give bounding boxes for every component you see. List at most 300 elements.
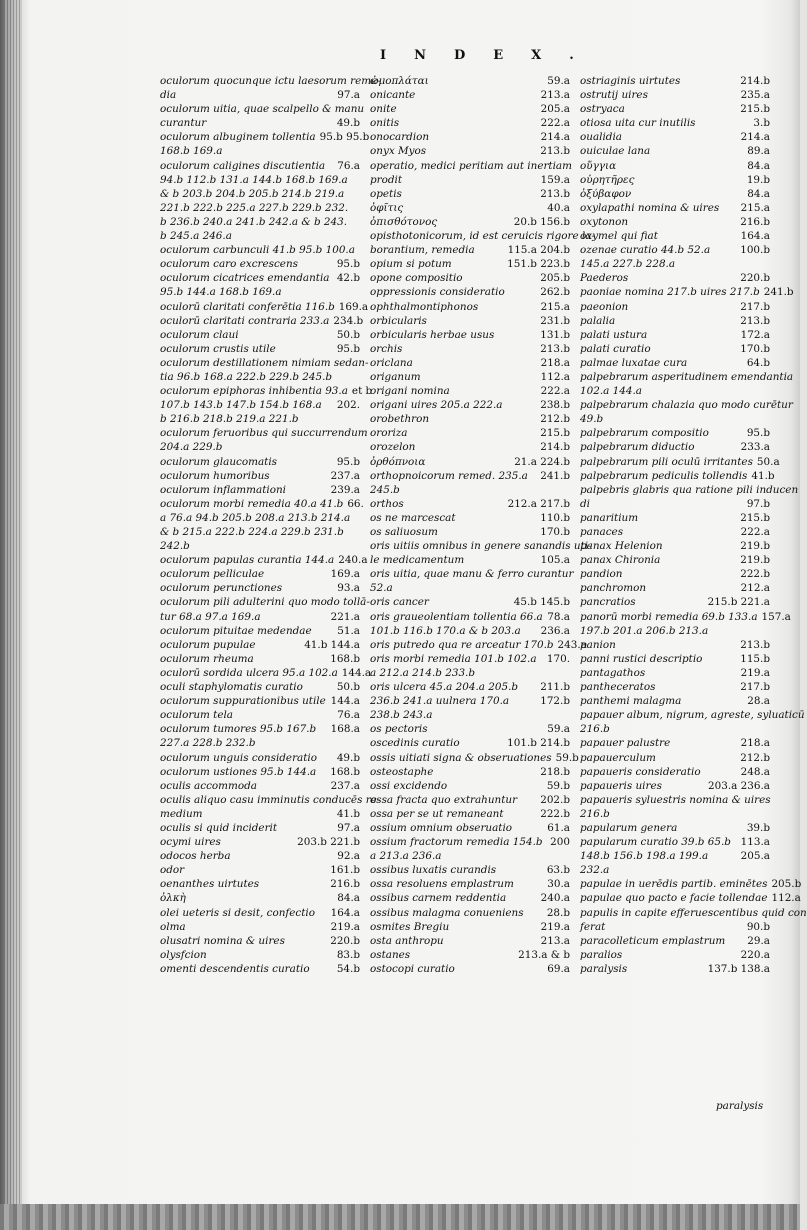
entry-term: oenanthes uirtutes [160,878,260,891]
index-entry [370,215,570,229]
index-entry [580,525,770,539]
index-entry [370,483,570,497]
entry-term: paoniae nomina 217.b uires 217.b [580,286,760,299]
entry-reference: 243.a [557,638,587,651]
entry-term: palpebrarum diductio [580,441,695,454]
entry-term: palalia [580,314,616,327]
entry-reference: 50.a [756,455,780,468]
entry-term: di [580,497,590,510]
entry-term: papaueris uires [580,779,662,792]
index-entry [160,835,360,849]
entry-reference: 90.b [746,920,770,933]
entry-reference: 76.a [337,709,360,722]
entry-term: oculorum rheuma [160,652,254,665]
entry-reference: 168.b [330,652,360,665]
entry-term: papulae quo pacto e facie tollendae [580,892,768,905]
entry-term: papularum genera [580,821,678,834]
index-entry [160,285,360,299]
entry-term: oculorum caro excrescens [160,258,298,271]
entry-term: 236.b 241.a uulnera 170.a [370,695,510,708]
entry-term: osta anthropu [370,934,444,947]
index-entry [160,906,360,920]
index-entry [370,624,570,638]
entry-term: oculis accommoda [160,779,257,792]
index-entry [370,159,570,173]
entry-reference: 49.b [336,117,360,130]
entry-term: panchromon [580,582,647,595]
entry-reference: 92.a [337,850,360,863]
entry-reference: 215.b 221.a [707,596,770,609]
index-entry [580,666,770,680]
entry-term: oculorum unguis consideratio [160,751,317,764]
entry-term: ostryaca [580,103,625,116]
entry-term: oculorum caligines discutientia [160,159,326,172]
entry-term: ophthalmontiphonos [370,300,479,313]
index-entry [370,342,570,356]
entry-reference: 131.b [540,328,570,341]
entry-term: paralysis [580,962,628,975]
entry-term: olei ueteris si desit, confectio [160,906,315,919]
index-entry [160,736,360,750]
index-entry [580,511,770,525]
entry-reference: 157.a [761,610,791,623]
entry-reference: 170.b [740,342,770,355]
index-entry [580,440,770,454]
index-entry [580,595,770,609]
entry-term: papularum curatio 39.b 65.b [580,836,731,849]
entry-term: oxytonon [580,215,629,228]
index-entry [160,877,360,891]
index-entry [370,511,570,525]
index-entry [160,567,360,581]
index-entry [160,130,370,144]
index-entry [580,906,807,920]
entry-term: pantagathos [580,666,646,679]
entry-term: panion [580,638,616,651]
index-entry [580,116,770,130]
entry-reference: 222.a [540,385,570,398]
entry-reference: 203.b 221.b [297,836,360,849]
entry-reference: 19.b [746,173,770,186]
entry-reference: 170.b [540,526,570,538]
entry-reference: 215.b [740,103,770,116]
page-bottom-edge [0,1204,800,1230]
entry-reference: 105.a [540,554,570,567]
entry-reference: 216.b [740,215,770,228]
index-entry [580,187,770,201]
index-column-1 [160,74,381,976]
index-entry [580,765,770,779]
index-entry [370,116,570,130]
index-entry [580,610,791,624]
index-entry [370,440,570,454]
index-entry [370,314,570,328]
entry-reference: 100.b [740,244,770,257]
entry-reference: 95.b [336,455,360,468]
entry-term: oris uitia, quae manu & ferro curantur [370,568,574,581]
entry-term: 52.a [370,582,393,595]
entry-term: oculorum glaucomatis [160,455,277,468]
index-entry [160,722,360,736]
index-entry [580,567,770,581]
index-entry [370,130,570,144]
entry-reference: 203.a 236.a [708,779,770,792]
entry-reference: 59.b [546,779,570,792]
entry-reference: 240.a [338,554,368,567]
entry-term: oculorum humoribus [160,469,270,482]
entry-reference: 97.b [746,497,770,510]
index-entry [370,680,570,694]
index-entry [370,144,570,158]
entry-term: ororiza [370,427,408,440]
entry-reference: 76.a [337,159,360,172]
entry-term: osmites Bregiu [370,920,450,933]
entry-term: 168.b 169.a [160,145,223,158]
entry-term: ouiculae lana [580,145,651,158]
index-entry [580,271,770,285]
entry-reference: 78.a [547,610,570,623]
entry-reference: 217.b [740,681,770,694]
entry-reference: 50.b [336,681,360,694]
entry-reference: 218.a [740,737,770,750]
entry-reference: 215.b [540,427,570,440]
entry-term: & b 203.b 204.b 205.b 214.b 219.a [160,187,345,200]
index-entry [580,722,770,736]
entry-reference: 202. [336,399,360,412]
index-entry [160,779,360,793]
entry-term: 221.b 222.b 225.a 227.b 229.b 232. [160,201,349,214]
index-entry [370,779,570,793]
index-entry [370,751,579,765]
entry-term: 232.a [580,864,610,877]
index-entry [370,412,570,426]
entry-term: oculorū claritati contraria 233.a [160,314,330,327]
entry-term: oculorū sordida ulcera 95.a 102.a [160,666,338,679]
index-entry [580,793,770,807]
entry-term: oculorum carbunculi 41.b 95.b 100.a [160,244,355,257]
entry-reference: 69.a [547,962,570,975]
entry-term: ossium fractorum remedia 154.b [370,836,543,849]
entry-reference: 20.b 156.b [513,215,570,228]
index-entry [160,863,360,877]
entry-term: onocardion [370,131,430,144]
index-entry [580,483,799,497]
entry-reference: 241.b [540,469,570,482]
entry-term: opone compositio [370,272,463,285]
index-entry [370,793,570,807]
entry-reference: 219.a [540,920,570,933]
index-entry [160,483,360,497]
entry-term: os pectoris [370,723,428,736]
entry-term: oculorum quocunque ictu laesorum reme- [160,75,381,87]
entry-reference: 59.a [547,75,570,87]
entry-term: oris ulcera 45.a 204.a 205.b [370,681,519,694]
index-entry [370,652,570,666]
entry-term: curantur [160,117,207,130]
entry-term: olysfcion [160,948,207,961]
entry-reference: 169.a [330,568,360,581]
index-entry [160,440,360,454]
index-entry [370,356,570,370]
index-entry [370,229,595,243]
index-entry [370,187,570,201]
index-entry [160,412,360,426]
index-entry [160,694,360,708]
entry-term: 204.a 229.b [160,441,223,454]
entry-reference: 161.b [330,864,360,877]
entry-term: 238.b 243.a [370,709,433,722]
index-entry [580,694,770,708]
entry-term: ozenae curatio 44.b 52.a [580,244,711,257]
entry-reference: 115.a 204.b [507,244,570,257]
entry-term: pantheceratos [580,681,656,694]
entry-term: orobethron [370,413,430,426]
entry-reference: 218.b [540,765,570,778]
entry-term: palpebrarum compositio [580,427,709,440]
index-entry [580,455,780,469]
entry-reference: 172.b [540,695,570,708]
index-entry [160,624,360,638]
index-entry [370,243,570,257]
entry-reference: 219.b [740,554,770,567]
index-entry [580,553,770,567]
index-entry [580,130,770,144]
index-entry [580,581,770,595]
index-entry [160,88,360,102]
index-entry [370,863,570,877]
index-entry [370,722,570,736]
entry-term: oculorum uitia, quae scalpello & manu [160,103,365,116]
entry-term: 95.b 144.a 168.b 169.a [160,286,282,299]
entry-reference: 29.a [747,934,770,947]
entry-term: oxylapathi nomina & uires [580,201,720,214]
index-entry [370,835,570,849]
entry-term: oriclana [370,356,413,369]
entry-reference: 213.a & b [518,948,570,961]
entry-reference: 28.b [546,906,570,919]
entry-reference: 233.a [740,441,770,454]
index-entry [580,356,770,370]
entry-reference: 214.a [740,131,770,144]
entry-term: oris morbi remedia 101.b 102.a [370,652,537,665]
entry-term: palati curatio [580,342,651,355]
entry-reference: et b [351,385,373,398]
index-entry [370,328,570,342]
entry-term: panaritium [580,511,639,524]
entry-reference: 214.b [740,75,770,87]
index-entry [580,920,770,934]
index-entry [160,680,360,694]
entry-reference: 248.a [740,765,770,778]
index-entry [580,370,794,384]
index-entry [580,342,770,356]
index-entry [370,877,570,891]
entry-term: otiosa uita cur inutilis [580,117,696,130]
index-entry [160,934,360,948]
entry-term: palpebrarum asperitudinem emendantia [580,370,794,383]
entry-term: oculorum tumores 95.b 167.b [160,723,317,736]
index-entry [580,891,801,905]
index-entry [580,877,802,891]
entry-term: olma [160,920,186,933]
index-entry [580,638,770,652]
entry-term: ostocopi curatio [370,962,455,975]
index-entry [160,666,372,680]
entry-reference: 262.b [540,286,570,299]
entry-reference: 212.a 217.b [507,497,570,510]
index-entry [580,257,770,271]
entry-term: 94.b 112.b 131.a 144.b 168.b 169.a [160,173,348,186]
entry-reference: 93.a [337,582,360,595]
index-entry [160,370,360,384]
entry-reference: 234.b [333,314,364,327]
index-entry [370,962,570,976]
index-entry [160,314,364,328]
index-entry [370,638,587,652]
index-entry [370,271,570,285]
index-entry [370,173,570,187]
entry-reference: 216.b [330,878,360,891]
entry-term: le medicamentum [370,554,465,567]
entry-reference: 213.b [740,314,770,327]
entry-reference: 222.b [740,568,770,581]
entry-reference: 219.a [330,920,360,933]
entry-term: tur 68.a 97.a 169.a [160,610,261,623]
entry-term: origani nomina [370,385,450,398]
entry-reference: 83.b [336,948,360,961]
index-entry [370,948,570,962]
index-entry [370,920,570,934]
index-entry [580,962,770,976]
index-entry [580,708,805,722]
entry-term: ὀφῖτις [370,201,404,214]
entry-reference: 164.a [330,906,360,919]
index-entry [370,736,570,750]
entry-term: oris uitiis omnibus in genere sanandis uti- [370,540,592,553]
index-entry [160,962,360,976]
index-entry [160,610,360,624]
entry-reference: 236.a [540,624,570,637]
entry-reference: 235.a [740,89,770,102]
entry-term: ossa resoluens emplastrum [370,878,514,891]
entry-reference: 40.a [547,201,570,214]
entry-term: palpebrarum pediculis tollendis [580,469,748,482]
entry-reference: 222.b [540,807,570,820]
entry-reference: 221.a [330,610,360,623]
index-entry [370,398,570,412]
entry-term: ὀπισθότονος [370,215,438,228]
index-entry [160,525,360,539]
index-entry [160,553,368,567]
index-entry [580,314,770,328]
entry-reference: 231.b [540,314,570,327]
entry-reference: 213.b [740,638,770,651]
entry-reference: 113.a [740,836,770,849]
entry-term: dia [160,89,177,102]
entry-reference: 213.b [540,342,570,355]
entry-term: 102.a 144.a [580,385,642,398]
entry-reference: 151.b 223.b [507,258,570,271]
entry-reference: 41.b 144.a [304,638,360,651]
entry-term: 145.a 227.b 228.a [580,258,676,271]
index-entry [580,779,770,793]
index-entry [370,497,570,511]
entry-term: oculorum claui [160,328,239,341]
index-entry [160,426,368,440]
entry-term: ossis uitiati signa & obseruationes [370,751,552,764]
entry-term: oppressionis consideratio [370,286,505,299]
entry-term: b 245.a 246.a [160,230,232,243]
entry-reference: 219.a [740,666,770,679]
index-entry [160,116,360,130]
entry-term: panthemi malagma [580,695,682,708]
index-entry [370,666,570,680]
entry-term: ostanes [370,948,411,961]
entry-term: οὔγγια [580,159,617,172]
entry-term: pancratios [580,596,636,609]
entry-term: os saliuosum [370,526,438,538]
index-entry [370,708,570,722]
entry-reference: 215.a [740,201,770,214]
index-entry [580,300,770,314]
entry-term: oculorum suppurationibus utile [160,695,326,708]
entry-term: 245.b [370,483,400,496]
entry-term: paeonion [580,300,629,313]
index-entry [160,74,381,88]
entry-term: orthos [370,497,404,510]
index-entry [160,920,360,934]
entry-term: oxymel qui fiat [580,230,658,243]
entry-term: ὠμοπλάται [370,75,429,87]
entry-term: b 216.b 218.b 219.a 221.b [160,413,299,426]
index-entry [370,610,570,624]
entry-term: paracolleticum emplastrum [580,934,726,947]
entry-term: oculorum pituitae medendae [160,624,312,637]
entry-reference: 215.b [740,511,770,524]
index-entry [370,694,570,708]
index-entry [160,455,360,469]
entry-reference: 84.a [747,159,770,172]
entry-term: oculorum destillationem nimiam sedan- [160,356,369,369]
index-entry [580,539,770,553]
index-entry [160,849,360,863]
entry-term: ossa fracta quo extrahuntur [370,793,518,806]
entry-term: tia 96.b 168.a 222.b 229.b 245.b [160,370,333,383]
index-entry [370,821,570,835]
entry-reference: 21.a 224.b [514,455,570,468]
index-entry [370,300,570,314]
entry-term: opisthotonicorum, id est ceruicis rigore la- [370,230,595,243]
index-entry [580,849,770,863]
index-entry [580,751,770,765]
entry-reference: 205.a [740,850,770,863]
index-entry [160,159,360,173]
entry-term: orthopnoicorum remed. 235.a [370,469,528,482]
entry-reference: 159.a [540,173,570,186]
index-entry [160,751,360,765]
index-entry [580,173,770,187]
entry-reference: 84.a [337,892,360,905]
entry-term: 148.b 156.b 198.a 199.a [580,850,709,863]
entry-reference: 220.a [740,948,770,961]
index-entry [370,807,570,821]
index-entry [580,934,770,948]
entry-reference: 170. [546,652,570,665]
index-entry [160,102,365,116]
index-entry [370,581,570,595]
entry-reference: 213.b [540,145,570,158]
index-entry [160,581,360,595]
